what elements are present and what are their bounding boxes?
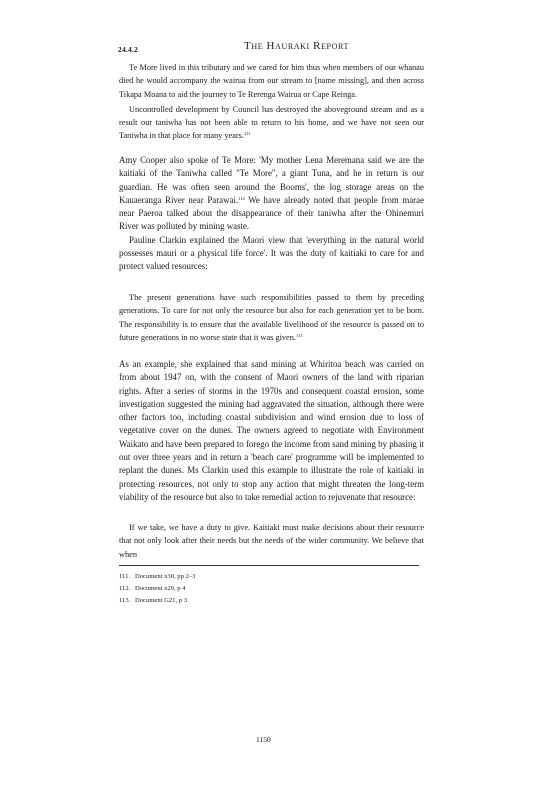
block-quote-responsibilities [119, 291, 424, 344]
body-text-section-2 [119, 358, 424, 504]
footnote-item: 113. Document G21, p 3 [119, 597, 188, 604]
running-title: The Hauraki Report [244, 40, 349, 52]
quote-paragraph: Uncontrolled development by Council has destroyed the aboveground stream and as a result our taniwha has not been able to return to his home, and we have not seen our Taniwha in that place for many years.$^{111}$ [119, 104, 424, 141]
footnotes [119, 571, 195, 607]
quote-paragraph: Te More lived in this tributary and we cared for him thus when members of our whanau died he would accompany the wairua from our stream to [name missing], and then across Tikapa Moana to aid the journey to Te Rerenga Wairua or Cape Reinga. [119, 63, 424, 99]
body-text-section-1 [119, 154, 424, 274]
footnote-item: 111. Document x30, pp 2–3 [119, 573, 196, 580]
section-number: 24.4.2 [118, 45, 138, 54]
footnote-marker: 111 [243, 131, 251, 137]
footnote-divider [119, 565, 419, 566]
block-quote-te-more [119, 61, 424, 143]
footnote-marker: 112 [238, 195, 245, 201]
quote-paragraph: If we take, we have a duty to give. Kaitiaki must make decisions about their resource that not only look after their needs but the needs of the wider community. We believe that when [119, 523, 424, 559]
body-paragraph: Pauline Clarkin explained the Maori view that 'everything in the natural world possesses mauri or a physical life force'. It was the duty of kaitiaki to care for and protect valued resources: [119, 234, 424, 272]
page-number: 1150 [256, 735, 271, 744]
footnote-marker: 113 [295, 332, 303, 338]
body-paragraph: Amy Cooper also spoke of Te More: 'My mother Lena Meremana said we are the kaitiaki of the Taniwha called "Te More", a giant Tuna, and he in return is our guardian. He was often seen around the Booms', the log storage areas on the Kauaeranga River near Parawai.$^{112}$ We have already noted that people from marae near Paeroa talked about the disappearance of their taniwha after the Ohinemuri River was polluted by mining waste. [119, 155, 425, 232]
quote-paragraph: The present generations have such responsibilities passed to them by preceding generations. To care for not only the resource but also for each generation yet to be born. The responsibility is to ensure that the available livelihood of the resource is passed on to future generations in no worse state that it was given.$^{113}$ [119, 293, 424, 342]
block-quote-duty [119, 521, 424, 561]
footnote-item: 112. Document x29, p 4 [119, 585, 186, 592]
body-paragraph: As an example, she explained that sand mining at Whiritoa beach was carried on from about 1947 on, with the consent of Maori owners of the land with riparian rights. After a series of storms in the 1970s and consequent coastal erosion, some investigation suggested the mining had aggravated the situation, although there were other factors too, including coastal subdivision and wind erosion due to loss of vegetative cover on the dunes. The owners agreed to negotiate with Environment Waikato and have been prepared to forego the income from sand mining by phasing it out over three years and in return a 'beach care' programme will be implemented to replant the dunes. Ms Clarkin used this example to illustrate the role of kaitiaki in protecting resources, not only to stop any action that might threaten the long-term viability of the resource but also to take remedial action to rejuvenate that resource: [119, 359, 424, 502]
